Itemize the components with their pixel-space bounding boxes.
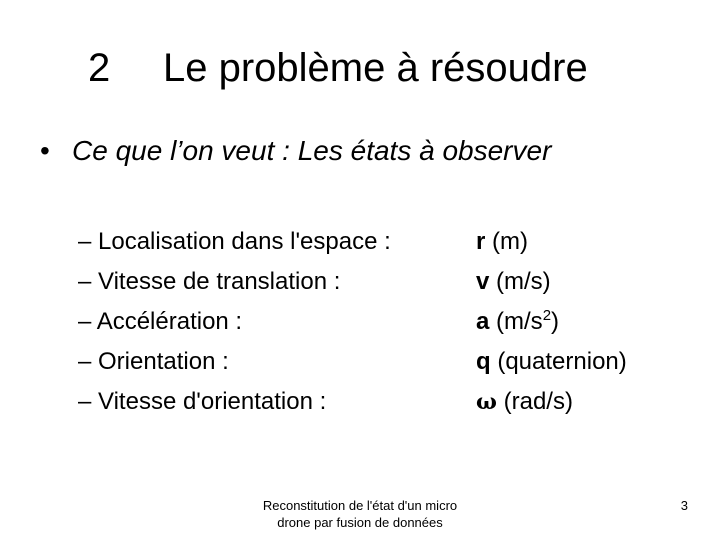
state-row-vitesse-orientation — [78, 382, 698, 422]
state-value — [476, 222, 528, 262]
state-unit: (m/s — [489, 308, 543, 335]
bullet-text: Ce que l’on veut : Les états à observer — [72, 135, 552, 166]
state-row-vitesse-translation — [78, 262, 698, 302]
state-value — [476, 382, 573, 422]
state-symbol: a — [476, 308, 490, 335]
state-unit: (m) — [485, 228, 528, 255]
state-symbol: q — [476, 348, 491, 375]
state-row-acceleration — [78, 302, 698, 342]
state-value — [476, 262, 551, 302]
state-unit: (m/s) — [489, 268, 551, 295]
state-label: – Vitesse d'orientation : — [78, 388, 327, 415]
slide-title: Le problème à résoudre — [163, 46, 588, 90]
section-number: 2 — [88, 46, 111, 90]
state-label: – Localisation dans l'espace : — [78, 228, 391, 255]
state-row-orientation — [78, 342, 698, 382]
state-symbol: v — [476, 268, 490, 295]
state-label: – Accélération : — [78, 308, 243, 335]
state-unit: (quaternion) — [490, 348, 627, 375]
state-symbol: r — [476, 228, 486, 255]
state-value — [476, 342, 627, 382]
states-list — [78, 222, 698, 422]
bullet-marker: • — [40, 135, 50, 166]
state-unit-close: ) — [551, 308, 560, 335]
footer-line: Reconstitution de l'état d'un micro — [262, 498, 458, 513]
state-unit-exponent: 2 — [542, 307, 552, 324]
bullet-item — [40, 133, 551, 169]
state-row-localisation — [78, 222, 698, 262]
state-value — [476, 302, 559, 342]
state-unit: (rad/s) — [496, 388, 573, 415]
slide-footer — [240, 497, 480, 531]
page-number: 3 — [680, 498, 688, 513]
footer-line: drone par fusion de données — [277, 515, 443, 530]
state-symbol: ω — [476, 389, 497, 415]
state-label: – Orientation : — [78, 348, 229, 375]
state-label: – Vitesse de translation : — [78, 268, 341, 295]
